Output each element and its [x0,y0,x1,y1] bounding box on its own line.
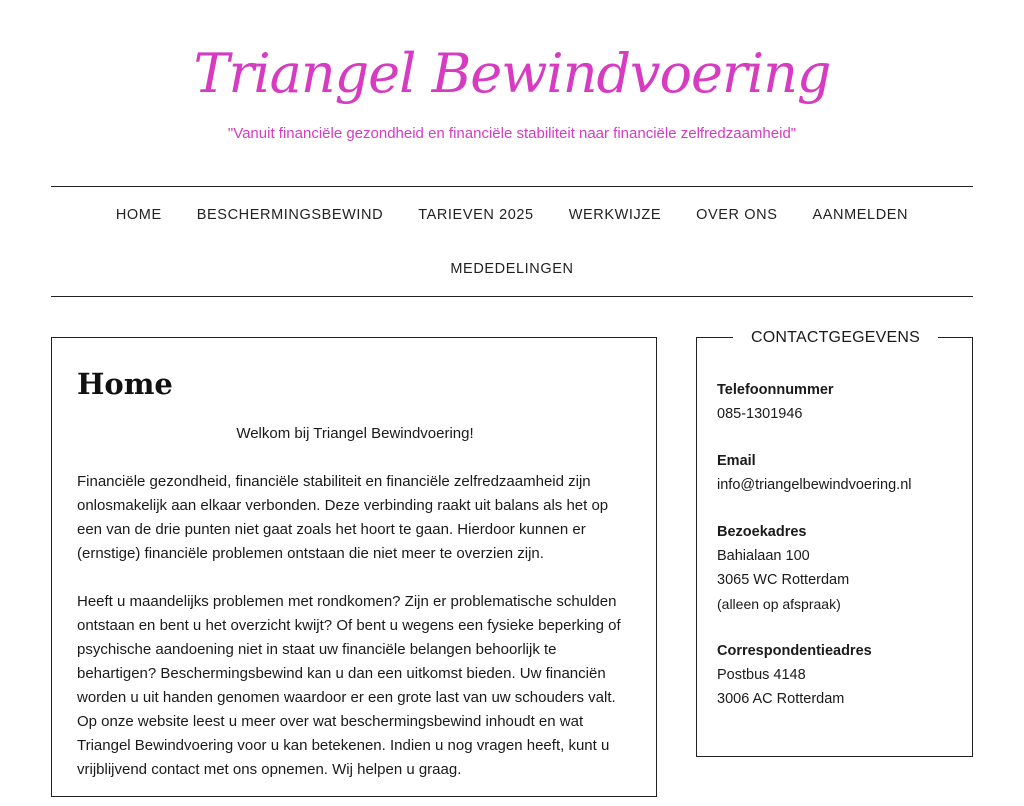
nav-item-aanmelden[interactable]: AANMELDEN [812,207,909,223]
nav-row-2 [51,259,973,279]
visit-note: (alleen op afspraak) [717,596,841,612]
contact-email [717,449,957,497]
nav-item-werkwijze[interactable]: WERKWIJZE [568,207,662,223]
contact-mail-address [717,639,957,711]
nav-item-tarieven[interactable]: TARIEVEN 2025 [418,207,534,223]
contact-phone [717,378,957,426]
nav-item-home[interactable]: HOME [115,207,162,223]
site-tagline: "Vanuit financiële gezondheid en financiële stabiliteit naar financiële zelfredzaamheid" [227,125,797,142]
email-label: Email [717,453,756,469]
problems-paragraph: Heeft u maandelijks problemen met rondkomen? Zijn er problematische schulden ontstaan en bent u het overzicht kwijt? Of bent u wegens een fysieke beperking of psychische aandoening niet in staat uw financiële belangen behoorlijk te behartigen? Beschermingsbewind kan u dan een uitkomst bieden. Uw financiën worden u uit handen genomen waardoor er een grote last van uw schouders valt. Op onze website leest u meer over wat beschermingsbewind inhoudt en wat Triangel Bewindvoering voor u kan betekenen. Indien u nog vragen heeft, kunt u vrijblijvend contact met ons opnemen. Wij helpen u graag. [77,593,621,778]
visit-street: Bahialaan 100 [717,548,810,564]
page-title: Home [77,367,173,401]
main-navigation [51,186,973,297]
email-value[interactable]: info@triangelbewindvoering.nl [717,477,912,493]
nav-item-beschermingsbewind[interactable]: BESCHERMINGSBEWIND [196,207,384,223]
intro-paragraph: Financiële gezondheid, financiële stabiliteit en financiële zelfredzaamheid zijn onlosmakelijk aan elkaar verbonden. Deze verbinding raakt uit balans als het op een van de drie punten niet gaat zoals het hoort te gaan. Hierdoor kunnen er (ernstige) financiële problemen ontstaan die niet meer te overzien zijn. [77,473,609,562]
main-content [51,337,657,797]
mail-address-label: Correspondentieadres [717,643,872,659]
contact-visit-address [717,520,957,616]
contact-widget [696,329,973,757]
phone-value[interactable]: 085-1301946 [717,406,803,422]
site-title[interactable]: Triangel Bewindvoering [193,42,831,105]
mail-city: 3006 AC Rotterdam [717,691,845,707]
visit-address-label: Bezoekadres [717,524,807,540]
welcome-text: Welkom bij Triangel Bewindvoering! [236,425,474,442]
nav-row-1 [51,205,973,225]
mail-street: Postbus 4148 [717,667,806,683]
visit-city: 3065 WC Rotterdam [717,572,850,588]
nav-item-mededelingen[interactable]: MEDEDELINGEN [450,261,574,277]
nav-item-over-ons[interactable]: OVER ONS [696,207,778,223]
phone-label: Telefoonnummer [717,382,834,398]
page-body [77,422,633,806]
contact-widget-title: CONTACTGEGEVENS [733,326,938,350]
contact-details [717,378,957,734]
